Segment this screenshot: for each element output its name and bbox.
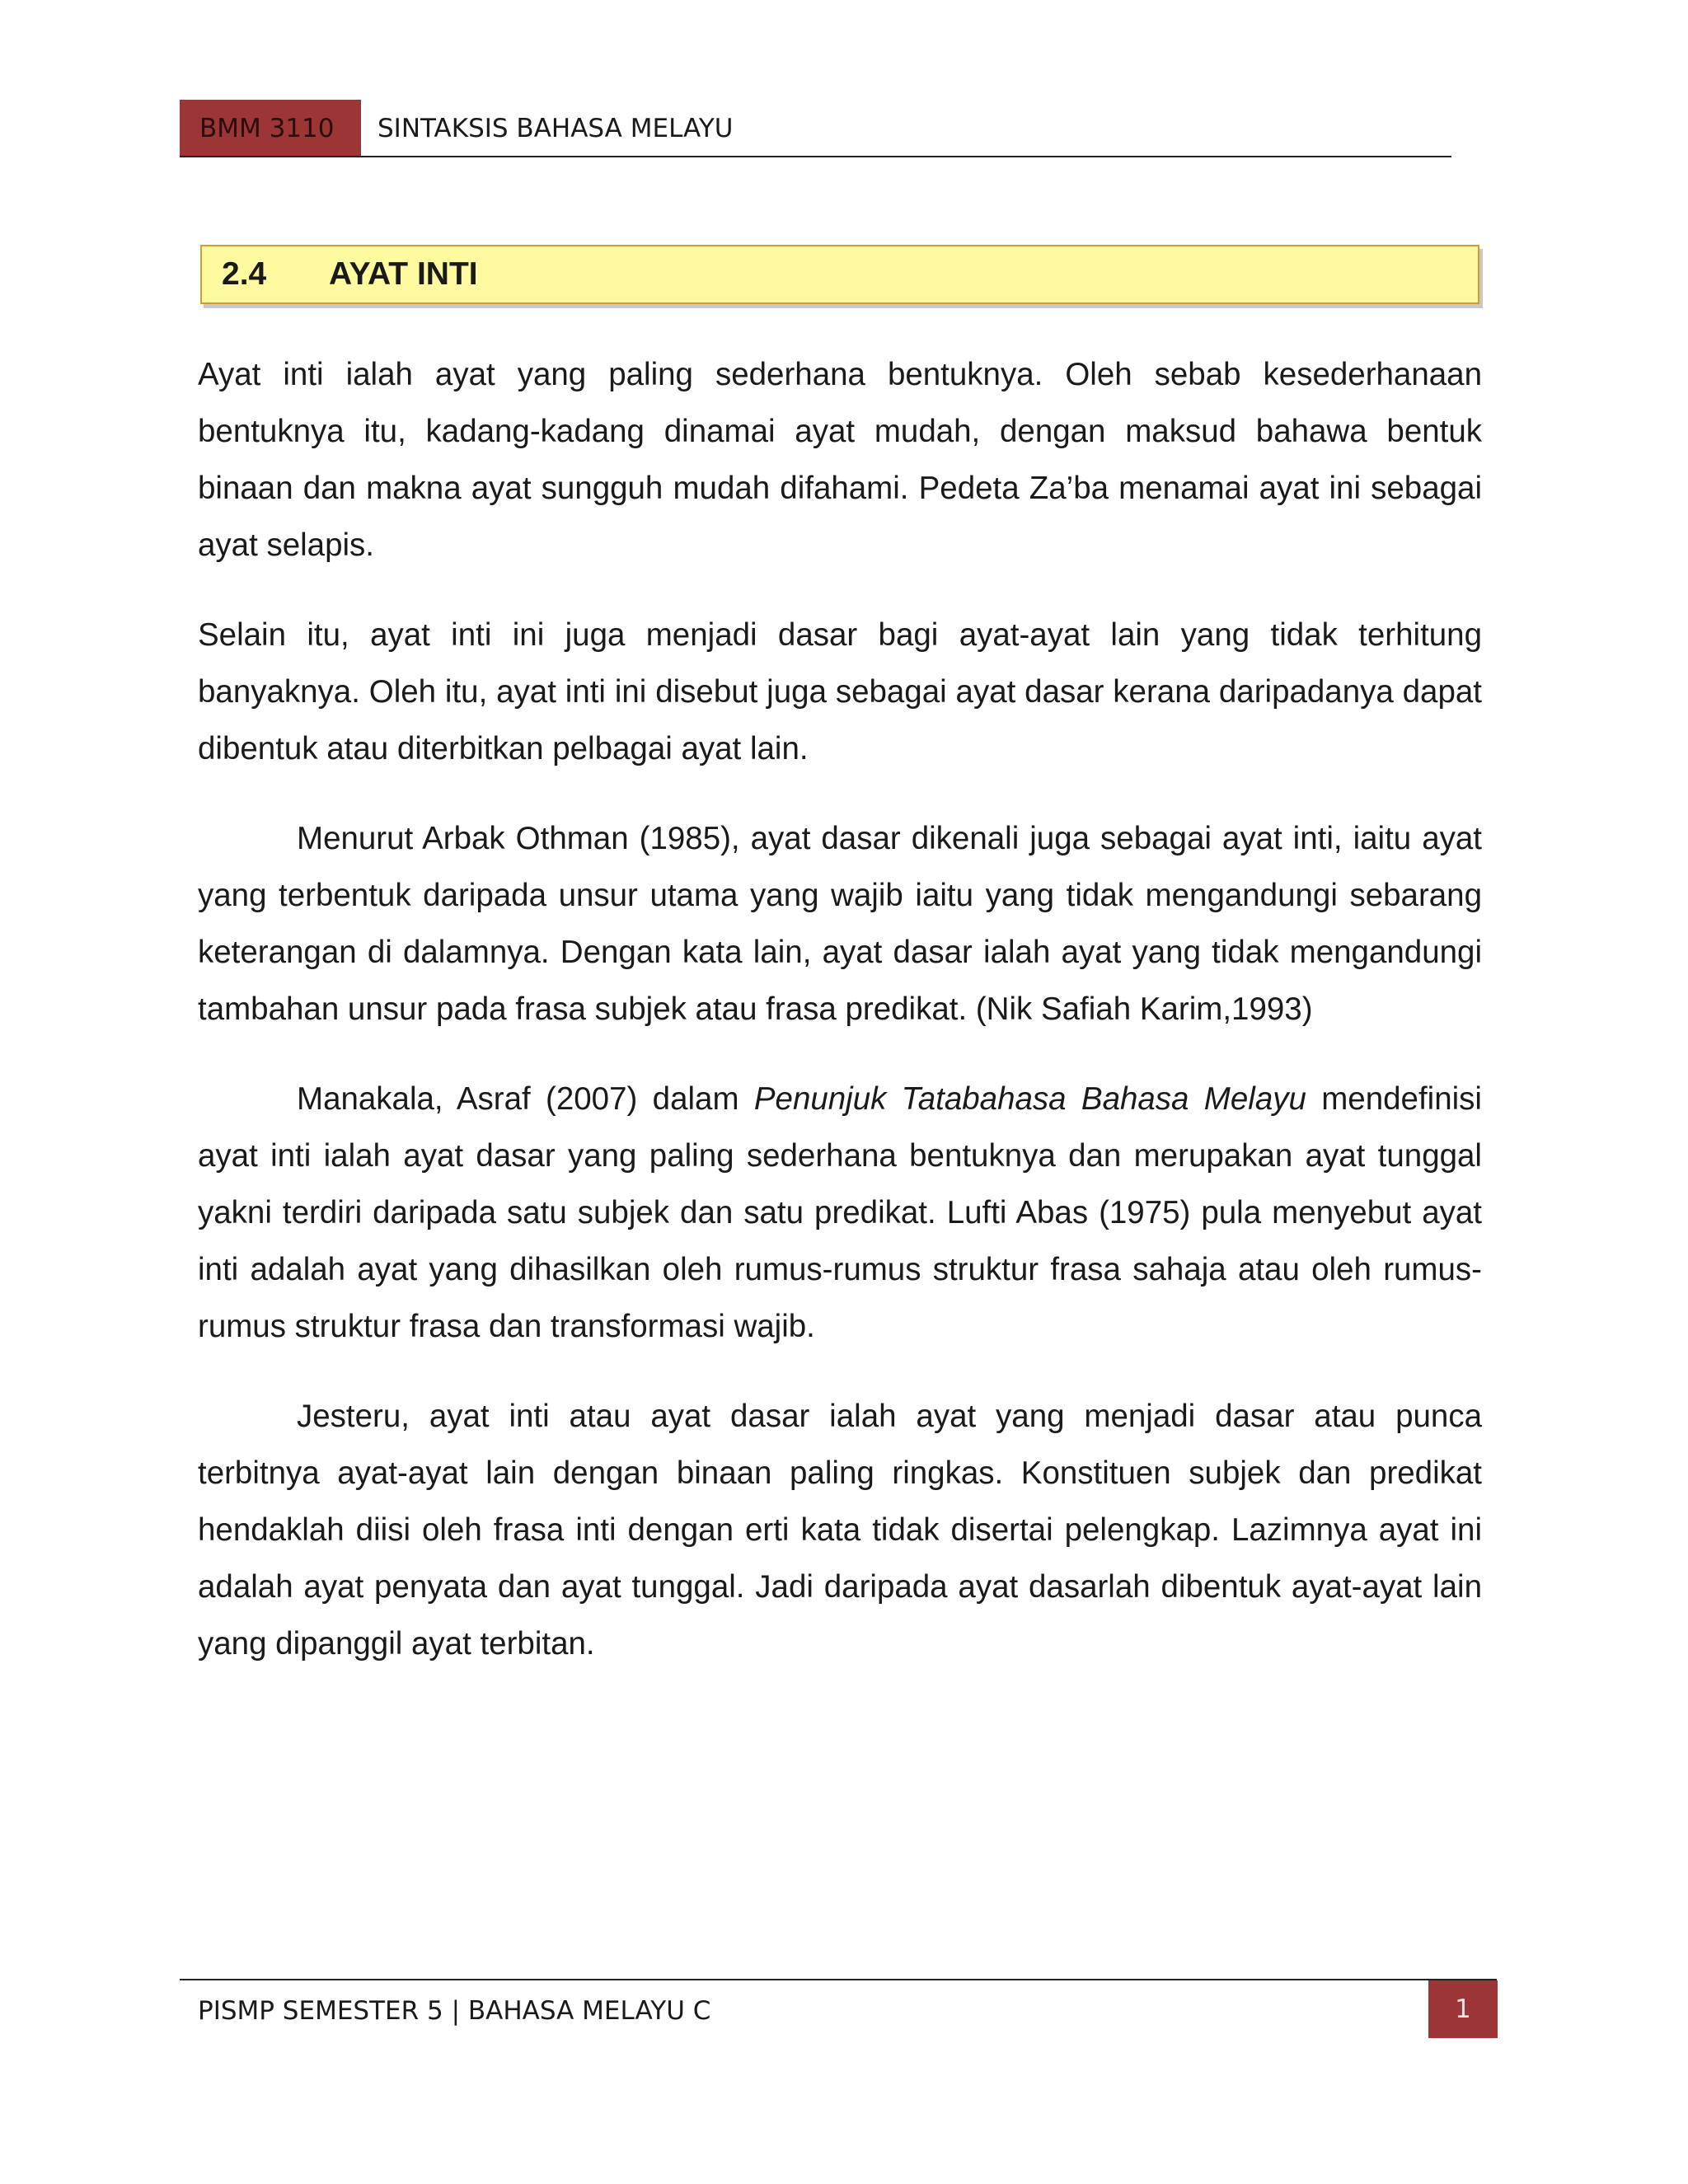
paragraph-4-rest: mendefinisi ayat inti ialah ayat dasar yang paling sederhana bentuknya dan merupakan ayat tunggal yakni terdiri daripada satu subjek dan satu predikat. Lufti Abas (1975) pula menyebut ayat inti adalah ayat yang dihasilkan oleh rumus-rumus struktur frasa sahaja atau oleh rumus-rumus struktur frasa dan transformasi wajib. (198, 1081, 1482, 1344)
paragraph-5: Jesteru, ayat inti atau ayat dasar ialah ayat yang menjadi dasar atau punca terbitnya ayat-ayat lain dengan binaan paling ringkas. Konstituen subjek dan predikat hendaklah diisi oleh frasa inti dengan erti kata tidak disertai pelengkap. Lazimnya ayat ini adalah ayat penyata dan ayat tunggal. Jadi daripada ayat dasarlah dibentuk ayat-ayat lain yang dipanggil ayat terbitan. (198, 1399, 1482, 1661)
paragraph-1: Ayat inti ialah ayat yang paling sederhana bentuknya. Oleh sebab kesederhanaan bentuknya itu, kadang-kadang dinamai ayat mudah, dengan maksud bahawa bentuk binaan dan makna ayat sungguh mudah difahami. Pedeta Za’ba menamai ayat ini sebagai ayat selapis. (198, 357, 1482, 563)
body-content (198, 346, 1482, 1705)
paragraph-4-lead: Manakala, Asraf (2007) dalam (297, 1081, 754, 1117)
paragraph-3: Menurut Arbak Othman (1985), ayat dasar dikenali juga sebagai ayat inti, iaitu ayat yang terbentuk daripada unsur utama yang wajib iaitu yang tidak mengandungi sebarang keterangan di dalamnya. Dengan kata lain, ayat dasar ialah ayat yang tidak mengandungi tambahan unsur pada frasa subjek atau frasa predikat. (Nik Safiah Karim,1993) (198, 821, 1482, 1027)
section-number: 2.4 (222, 256, 267, 292)
page-number: 1 (1428, 1980, 1498, 2038)
section-title: AYAT INTI (329, 256, 478, 292)
footer-text: PISMP SEMESTER 5 | BAHASA MELAYU C (198, 1996, 711, 2026)
course-code-badge: BMM 3110 (180, 100, 361, 157)
paragraph-4 (198, 1071, 1482, 1355)
header-divider (180, 156, 1451, 157)
page-header (180, 100, 1451, 157)
paragraph-2: Selain itu, ayat inti ini juga menjadi dasar bagi ayat-ayat lain yang tidak terhitung banyaknya. Oleh itu, ayat inti ini disebut juga sebagai ayat dasar kerana daripadanya dapat dibentuk atau diterbitkan pelbagai ayat lain. (198, 617, 1482, 766)
footer-divider (180, 1979, 1497, 1980)
section-heading (200, 245, 1479, 304)
book-title: Penunjuk Tatabahasa Bahasa Melayu (753, 1081, 1306, 1117)
course-title: SINTAKSIS BAHASA MELAYU (377, 114, 734, 143)
